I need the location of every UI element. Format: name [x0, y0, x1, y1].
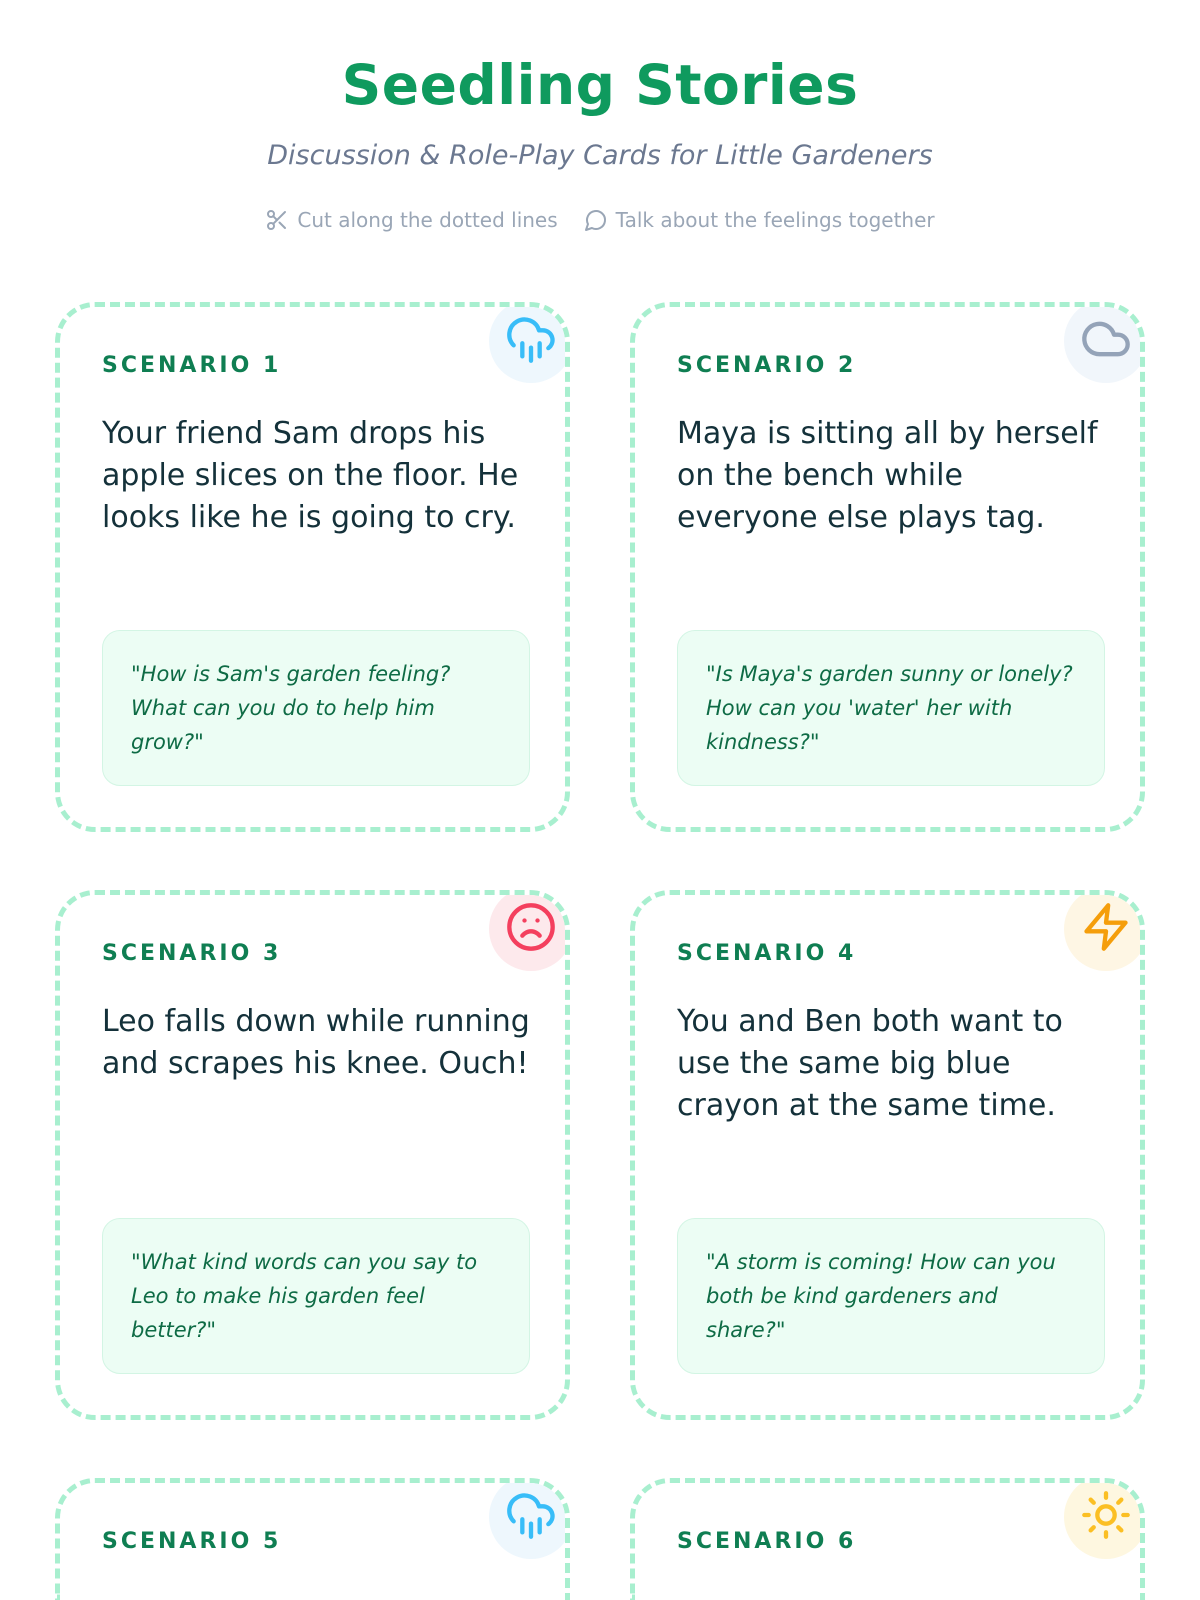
weather-badge [1064, 890, 1145, 971]
page-subtitle: Discussion & Role-Play Cards for Little Gardeners [267, 140, 933, 171]
rain-cloud-icon [505, 1489, 557, 1545]
weather-badge [1064, 302, 1145, 383]
discussion-prompt: "How is Sam's garden feeling? What can you do to help him grow?" [102, 630, 530, 786]
hint-cut [265, 208, 557, 232]
scenario-label: SCENARIO 3 [102, 941, 282, 966]
scenario-label: SCENARIO 2 [677, 353, 857, 378]
discussion-prompt: "A storm is coming! How can you both be kind gardeners and share?" [677, 1218, 1105, 1374]
scenario-story: Leo falls down while running and scrapes his knee. Ouch! [102, 1004, 530, 1081]
weather-badge [489, 1478, 570, 1559]
scenario-story: Your friend Sam drops his apple slices on the floor. He looks like he is going to cry. [102, 416, 519, 535]
instruction-hints [0, 208, 1200, 232]
scenario-story: You and Ben both want to use the same big blue crayon at the same time. [677, 1004, 1063, 1123]
discussion-prompt: "Is Maya's garden sunny or lonely? How can you 'water' her with kindness?" [677, 630, 1105, 786]
scenario-card-4 [630, 890, 1145, 1420]
scenario-label: SCENARIO 4 [677, 941, 857, 966]
weather-badge [1064, 1478, 1145, 1559]
scenario-card-5 [55, 1478, 570, 1600]
rain-cloud-icon [505, 313, 557, 369]
scissors-icon [265, 208, 289, 232]
scenario-card-6 [630, 1478, 1145, 1600]
hint-talk-text: Talk about the feelings together [615, 208, 935, 232]
sun-icon [1080, 1489, 1132, 1545]
scenario-label: SCENARIO 6 [677, 1529, 857, 1554]
lightning-bolt-icon [1080, 901, 1132, 957]
hint-talk [584, 208, 935, 232]
scenario-label: SCENARIO 5 [102, 1529, 282, 1554]
hint-cut-text: Cut along the dotted lines [297, 208, 558, 232]
scenario-label: SCENARIO 1 [102, 353, 282, 378]
weather-badge [489, 302, 570, 383]
scenario-card-3 [55, 890, 570, 1420]
scenario-card-1 [55, 302, 570, 832]
scenario-card-2 [630, 302, 1145, 832]
cloud-icon [1080, 313, 1132, 369]
scenario-story: Maya is sitting all by herself on the bench while everyone else plays tag. [677, 416, 1098, 535]
page-title: Seedling Stories [341, 53, 859, 117]
discussion-prompt: "What kind words can you say to Leo to make his garden feel better?" [102, 1218, 530, 1374]
sad-face-icon [505, 901, 557, 957]
weather-badge [489, 890, 570, 971]
speech-bubble-icon [584, 208, 608, 232]
